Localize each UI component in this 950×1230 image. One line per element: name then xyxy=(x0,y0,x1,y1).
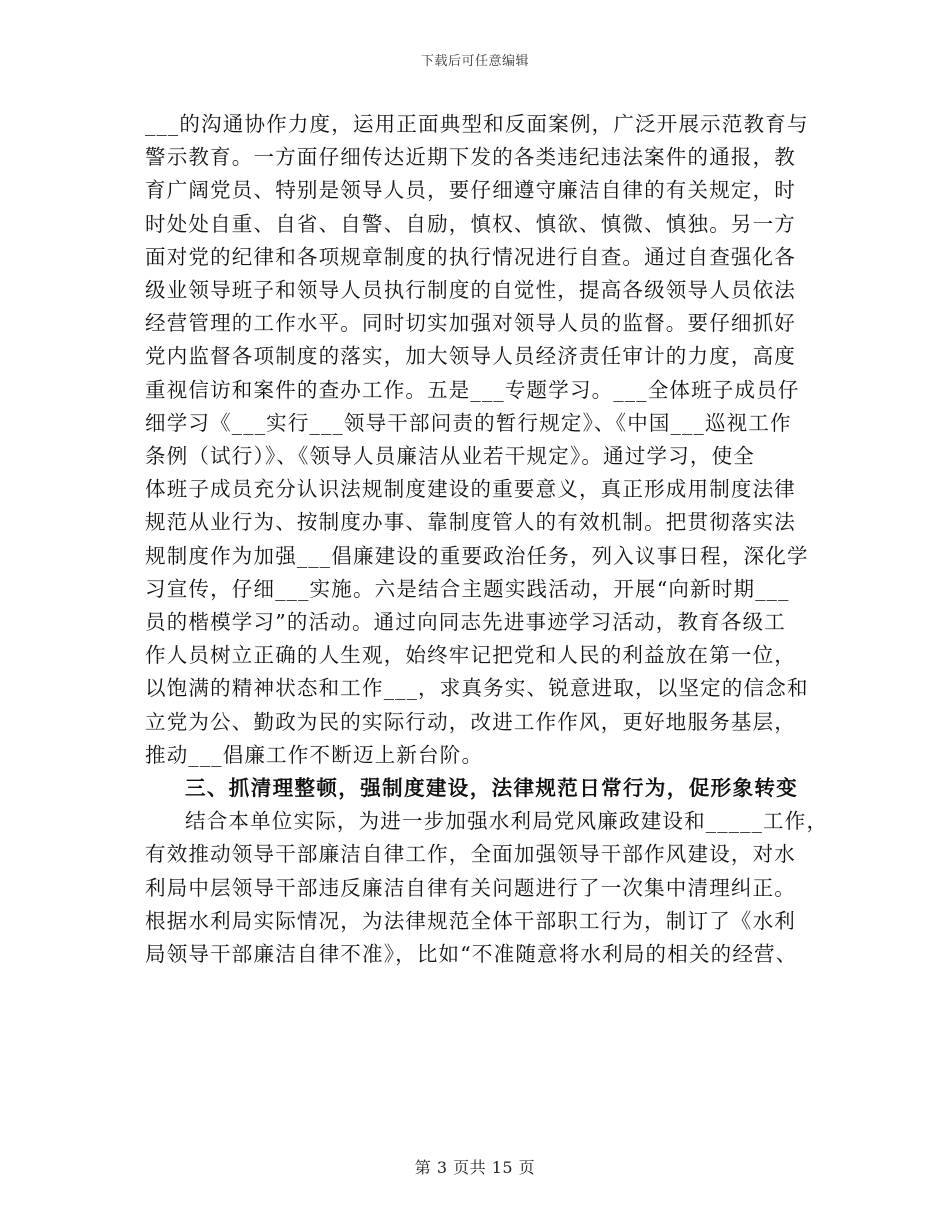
body-line: 立党为公、勤政为民的实际行动，改进工作作风，更好地服务基层， xyxy=(145,709,796,734)
body-line: 体班子成员充分认识法规制度建设的重要意义，真正形成用制度法律 xyxy=(145,477,796,502)
section-line: 根据水利局实际情况，为法律规范全体干部职工行为，制订了《水利 xyxy=(145,908,796,933)
body-line: 条例（试行）》、《领导人员廉洁从业若干规定》。通过学习，使全 xyxy=(145,444,755,469)
body-line: 规制度作为加强___倡廉建设的重要政治任务，列入议事日程，深化学 xyxy=(145,543,809,568)
body-line: 时处处自重、自省、自警、自励，慎权、慎欲、慎微、慎独。另一方 xyxy=(145,211,796,236)
body-line: 党内监督各项制度的落实，加大领导人员经济责任审计的力度，高度 xyxy=(145,344,796,369)
body-line: 重视信访和案件的查办工作。五是___专题学习。___全体班子成员仔 xyxy=(145,377,800,402)
body-line: 员的楷模学习”的活动。通过向同志先进事迹学习活动，教育各级工 xyxy=(145,610,786,635)
section-line: 局领导干部廉洁自律不准》，比如“不准随意将水利局的相关的经营、 xyxy=(145,942,798,967)
section-heading: 三、抓清理整顿，强制度建设，法律规范日常行为，促形象转变 xyxy=(185,776,799,801)
section-line: 结合本单位实际，为进一步加强水利局党风廉政建设和_____工作， xyxy=(185,809,829,834)
section-line: 有效推动领导干部廉洁自律工作，全面加强领导干部作风建设，对水 xyxy=(145,842,796,867)
body-line: 育广阔党员、特别是领导人员，要仔细遵守廉洁自律的有关规定，时 xyxy=(145,178,796,203)
body-line: 经营管理的工作水平。同时切实加强对领导人员的监督。要仔细抓好 xyxy=(145,311,796,336)
body-line: 作人员树立正确的人生观，始终牢记把党和人民的利益放在第一位， xyxy=(145,643,796,668)
page-header: 下载后可任意编辑 xyxy=(420,54,529,69)
page-number: 第 3 页共 15 页 xyxy=(414,1158,536,1177)
body-line: 推动___倡廉工作不断迈上新台阶。 xyxy=(145,742,484,767)
body-line: 习宣传，仔细___实施。六是结合主题实践活动，开展“向新时期___ xyxy=(145,576,790,601)
body-line: ___的沟通协作力度，运用正面典型和反面案例，广泛开展示范教育与 xyxy=(145,112,809,136)
body-line: 级业领导班子和领导人员执行制度的自觉性，提高各级领导人员依法 xyxy=(145,278,796,303)
body-line: 面对党的纪律和各项规章制度的执行情况进行自查。通过自查强化各 xyxy=(145,244,796,269)
section-line: 利局中层领导干部违反廉洁自律有关问题进行了一次集中清理纠正。 xyxy=(145,875,796,900)
body-line: 规范从业行为、按制度办事、靠制度管人的有效机制。把贯彻落实法 xyxy=(145,510,796,535)
body-line: 细学习《___实行___领导干部问责的暂行规定》、《中国___巡视工作 xyxy=(145,410,792,435)
body-line: 警示教育。一方面仔细传达近期下发的各类违纪违法案件的通报，教 xyxy=(145,145,796,170)
body-line: 以饱满的精神状态和工作___，求真务实、锐意进取，以坚定的信念和 xyxy=(145,676,809,701)
document-body xyxy=(145,108,829,971)
